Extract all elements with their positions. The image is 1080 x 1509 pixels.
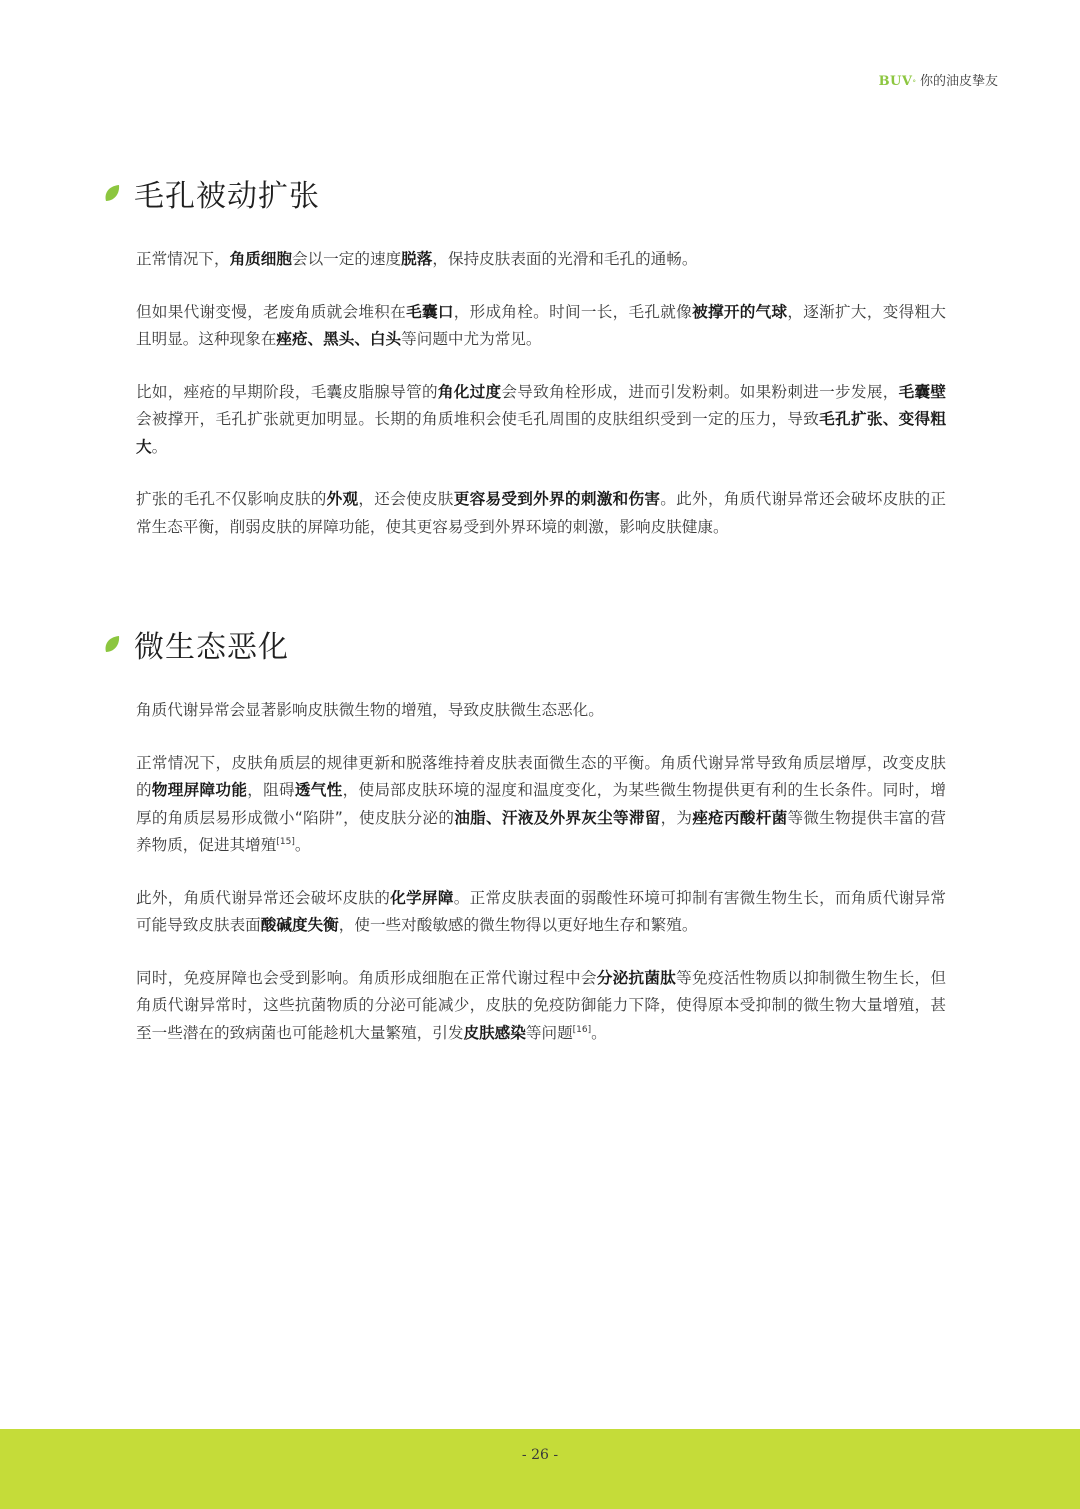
paragraph bbox=[136, 299, 946, 354]
text-run: 会导致角栓形成，进而引发粉刺。如果粉刺进一步发展， bbox=[501, 382, 899, 401]
bold-term: 毛孔扩张、变得粗大 bbox=[136, 410, 946, 456]
text-run: 等免疫活性物质以抑制微生物生长，但角质代谢异常时，这些抗菌物质的分泌可能减少，皮肤的免疫防御能力下降，使得原本受抑制的微生物大量增殖，甚至一些潜在的致病菌也可能趁机大量繁殖，引发 bbox=[136, 968, 946, 1042]
brand-slogan: 你的油皮挚友 bbox=[919, 74, 998, 89]
text-run: 。 bbox=[591, 1023, 607, 1042]
text-run: 。此外，角质代谢异常还会破坏皮肤的正常生态平衡，削弱皮肤的屏障功能，使其更容易受到外界环境的刺激，影响皮肤健康。 bbox=[136, 490, 946, 536]
text-run: ，阻碍 bbox=[247, 781, 295, 799]
text-run: 正常情况下，皮肤角质层的规律更新和脱落维持着皮肤表面微生态的平衡。角质代谢异常导致角质层增厚，改变皮肤的 bbox=[136, 753, 946, 799]
bold-term: 毛囊口 bbox=[406, 302, 454, 321]
text-run: 正常情况下， bbox=[136, 250, 230, 268]
text-run: 。 bbox=[151, 437, 168, 456]
brand-logo: BUV bbox=[878, 74, 913, 89]
brand-header bbox=[879, 70, 998, 89]
citation-ref: [15] bbox=[276, 836, 295, 847]
bold-term: 被撑开的气球 bbox=[692, 302, 788, 321]
section-title bbox=[104, 624, 946, 664]
text-run: 比如，痤疮的早期阶段，毛囊皮脂腺导管的 bbox=[136, 382, 438, 401]
section-pore-expansion bbox=[104, 173, 946, 541]
section-body bbox=[104, 246, 946, 541]
bold-term: 角质细胞 bbox=[229, 250, 292, 268]
bold-term: 脱落 bbox=[401, 250, 433, 268]
bold-term: 痤疮丙酸杆菌 bbox=[692, 808, 788, 827]
page-number: - 26 - bbox=[521, 1447, 559, 1463]
section-microbiome-deterioration bbox=[104, 624, 946, 1047]
text-run: ，形成角栓。时间一长，毛孔就像 bbox=[453, 302, 693, 321]
paragraph bbox=[136, 697, 946, 725]
text-run: 等微生物提供丰富的营养物质，促进其增殖 bbox=[136, 808, 946, 854]
leaf-icon bbox=[104, 635, 120, 653]
text-run: 。正常皮肤表面的弱酸性环境可抑制有害微生物生长，而角质代谢异常可能导致皮肤表面 bbox=[136, 888, 946, 934]
text-run: 但如果代谢变慢，老废角质就会堆积在 bbox=[136, 302, 407, 321]
bold-term: 物理屏障功能 bbox=[151, 781, 248, 799]
text-run: 会被撑开，毛孔扩张就更加明显。长期的角质堆积会使毛孔周围的皮肤组织受到一定的压力，导致 bbox=[136, 410, 820, 428]
text-run: 会以一定的速度 bbox=[291, 250, 402, 268]
leaf-icon bbox=[104, 184, 120, 202]
section-title-text: 微生态恶化 bbox=[134, 630, 289, 665]
brand-logo-mark: ° bbox=[912, 79, 916, 87]
section-title bbox=[104, 173, 946, 213]
bold-term: 皮肤感染 bbox=[463, 1023, 526, 1042]
text-run: 角质代谢异常会显著影响皮肤微生物的增殖，导致皮肤微生态恶化。 bbox=[136, 701, 604, 719]
bold-term: 酸碱度失衡 bbox=[260, 916, 339, 934]
bold-term: 角化过度 bbox=[437, 382, 502, 401]
bold-term: 化学屏障 bbox=[390, 888, 454, 907]
paragraph bbox=[136, 885, 946, 940]
text-run: 同时，免疫屏障也会受到影响。角质形成细胞在正常代谢过程中会 bbox=[136, 968, 597, 987]
bold-term: 毛囊壁 bbox=[898, 382, 946, 401]
citation-ref: [16] bbox=[572, 1024, 592, 1035]
text-run: 等问题中尤为常见。 bbox=[401, 330, 542, 348]
text-run: 扩张的毛孔不仅影响皮肤的 bbox=[136, 490, 327, 508]
paragraph bbox=[136, 965, 946, 1048]
text-run: 等问题 bbox=[525, 1023, 573, 1042]
paragraph bbox=[136, 246, 946, 274]
bold-term: 油脂、汗液及外界灰尘等滞留 bbox=[454, 808, 661, 827]
text-run: 此外，角质代谢异常还会破坏皮肤的 bbox=[136, 888, 391, 907]
text-run: ，使局部皮肤环境的湿度和温度变化，为某些微生物提供更有利的生长条件。同时，增厚的角质层易形成微小“陷阱”，使皮肤分泌的 bbox=[136, 781, 946, 827]
text-run: ，逐渐扩大，变得粗大且明显。这种现象在 bbox=[136, 302, 946, 348]
text-run: ，为 bbox=[660, 808, 693, 827]
paragraph bbox=[136, 379, 946, 462]
bold-term: 外观 bbox=[326, 490, 359, 508]
footer-band bbox=[0, 1429, 1080, 1509]
paragraph bbox=[136, 486, 946, 541]
bold-term: 更容易受到外界的刺激和伤害 bbox=[453, 490, 661, 508]
text-run: ，使一些对酸敏感的微生物得以更好地生存和繁殖。 bbox=[338, 916, 698, 934]
text-run: ，保持皮肤表面的光滑和毛孔的通畅。 bbox=[432, 250, 698, 268]
section-body bbox=[104, 697, 946, 1047]
bold-term: 分泌抗菌肽 bbox=[596, 968, 677, 987]
paragraph bbox=[136, 750, 946, 860]
text-run: 。 bbox=[294, 836, 311, 854]
section-title-text: 毛孔被动扩张 bbox=[134, 179, 320, 214]
bold-term: 痤疮、黑头、白头 bbox=[276, 330, 402, 348]
bold-term: 透气性 bbox=[294, 781, 343, 799]
text-run: ，还会使皮肤 bbox=[358, 490, 454, 508]
